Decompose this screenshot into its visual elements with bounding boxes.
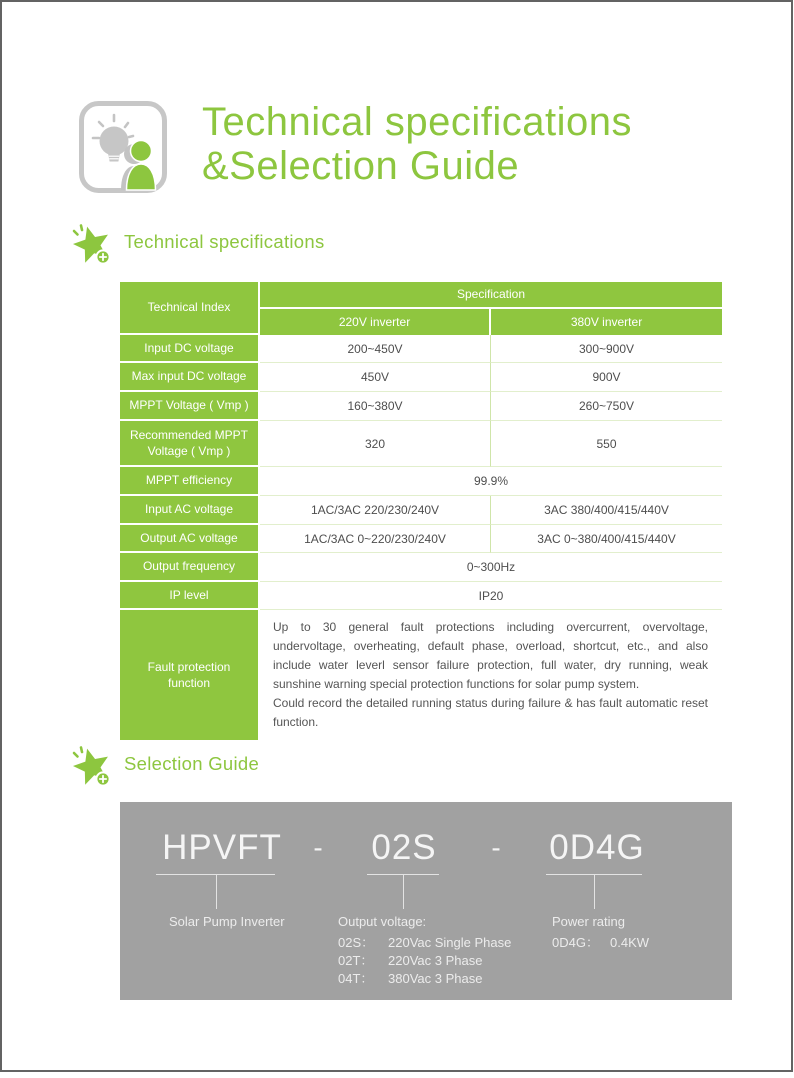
row-value-span: IP20 — [260, 582, 722, 610]
table-row — [120, 496, 722, 525]
dash-separator: - — [313, 832, 323, 863]
row-label: Input DC voltage — [120, 335, 260, 363]
section-technical-specifications — [70, 220, 325, 264]
row-value-220v: 200~450V — [260, 335, 491, 363]
row-label: MPPT Voltage ( Vmp ) — [120, 392, 260, 421]
option-code: 0D4G： — [552, 935, 599, 950]
spec-header-cell: Specification — [260, 282, 722, 309]
fault-paragraph-1: Up to 30 general fault protections including overcurrent, overvoltage, undervoltage, overheating, default phase, overload, shortcut, etc., and also include water leverl sensor failure protection, full water, dry running, weak sunshine warning special protection functions for solar pump system. — [273, 620, 709, 691]
option-desc: 220Vac 3 Phase — [388, 953, 483, 968]
row-label: Recommended MPPT Voltage ( Vmp ) — [120, 421, 260, 467]
fault-protection-text — [260, 610, 722, 740]
row-value-380v: 300~900V — [491, 335, 722, 363]
row-value-220v: 450V — [260, 363, 491, 392]
row-value-220v: 320 — [260, 421, 491, 467]
row-label: Output frequency — [120, 553, 260, 582]
row-value-380v: 3AC 380/400/415/440V — [491, 496, 722, 525]
power-rating-option — [552, 932, 649, 951]
option-code: 02S： — [338, 935, 375, 950]
row-label: Fault protection function — [120, 610, 260, 740]
model-code-voltage: 02S — [371, 828, 437, 867]
row-label: Input AC voltage — [120, 496, 260, 525]
option-code: 04T： — [338, 971, 374, 986]
row-value-380v: 260~750V — [491, 392, 722, 421]
row-value-380v: 900V — [491, 363, 722, 392]
label-output-voltage: Output voltage: — [338, 914, 427, 929]
output-voltage-option — [338, 950, 482, 969]
section-selection-guide — [70, 742, 259, 786]
page-title-line1: Technical specifications — [202, 100, 632, 144]
row-value-220v: 1AC/3AC 0~220/230/240V — [260, 525, 491, 553]
table-row — [120, 335, 722, 363]
table-row — [120, 525, 722, 553]
output-voltage-option — [338, 968, 482, 987]
lightbulb-person-icon — [78, 100, 168, 194]
option-desc: 380Vac 3 Phase — [388, 971, 483, 986]
section-heading-selection: Selection Guide — [124, 753, 260, 774]
star-plus-icon — [70, 742, 114, 786]
row-value-span: 99.9% — [260, 467, 722, 496]
fault-paragraph-2: Could record the detailed running status during failure & has fault automatic reset function. — [273, 696, 709, 729]
row-label: Max input DC voltage — [120, 363, 260, 392]
table-row-fault-protection — [120, 610, 722, 740]
option-desc: 220Vac Single Phase — [388, 935, 512, 950]
model-code-power: 0D4G — [549, 828, 645, 867]
page-title-line2: &Selection Guide — [202, 144, 520, 188]
bracket-connector — [156, 874, 275, 875]
row-value-380v: 3AC 0~380/400/415/440V — [491, 525, 722, 553]
table-row — [120, 392, 722, 421]
table-row — [120, 363, 722, 392]
row-label: MPPT efficiency — [120, 467, 260, 496]
dash-separator: - — [491, 832, 501, 863]
row-value-380v: 550 — [491, 421, 722, 467]
model-code-series: HPVFT — [162, 828, 282, 867]
corner-header-cell: Technical Index — [120, 282, 260, 335]
table-row — [120, 421, 722, 467]
table-row — [120, 467, 722, 496]
section-heading-technical: Technical specifications — [124, 231, 325, 252]
label-solar-pump-inverter: Solar Pump Inverter — [169, 914, 285, 929]
table-row — [120, 582, 722, 610]
model-code-box — [120, 802, 732, 1000]
row-value-220v: 160~380V — [260, 392, 491, 421]
subheader-380v: 380V inverter — [491, 309, 722, 335]
subheader-220v: 220V inverter — [260, 309, 491, 335]
row-label: IP level — [120, 582, 260, 610]
star-plus-icon — [70, 220, 114, 264]
output-voltage-option — [338, 932, 511, 951]
row-value-span: 0~300Hz — [260, 553, 722, 582]
row-value-220v: 1AC/3AC 220/230/240V — [260, 496, 491, 525]
option-desc: 0.4KW — [610, 935, 650, 950]
page-title — [202, 100, 762, 188]
label-power-rating: Power rating — [552, 914, 625, 929]
row-label: Output AC voltage — [120, 525, 260, 553]
bracket-connector — [546, 874, 642, 875]
bracket-connector — [367, 874, 439, 875]
spec-table — [120, 282, 722, 740]
table-row — [120, 553, 722, 582]
option-code: 02T： — [338, 953, 374, 968]
